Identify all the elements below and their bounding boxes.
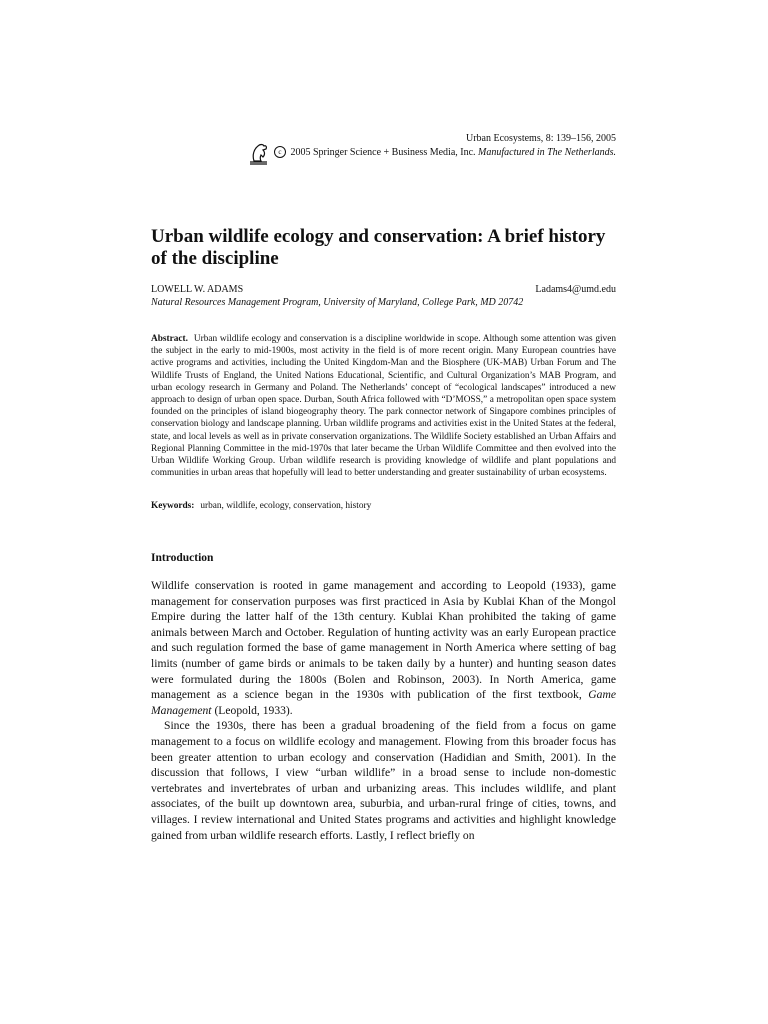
author-affiliation: Natural Resources Management Program, University of Maryland, College Park, MD 20742 xyxy=(151,296,524,308)
paragraph-1-text: Wildlife conservation is rooted in game management and according to Leopold (1933), game management for conservation purposes was first practiced in Asia by Kublai Khan of the Mongol Empire during the latter half of the 13th century. Kublai Khan prohibited the taking of game animals between March and October. Regulation of hunting activity was an early European practice and such regulation formed the base of game management in North America where setting of bag limits (number of game birds or animals to be taken daily by a hunter) and hunting season dates were formulated during the 1800s (Bolen and Robinson, 2003). In North America, game management as a science began in the 1930s with publication of the first textbook, xyxy=(151,579,616,702)
manufactured-text: Manufactured in The Netherlands. xyxy=(478,146,616,158)
copyright-icon: c xyxy=(274,146,286,158)
book-title: Game Management xyxy=(151,688,616,717)
author-block xyxy=(151,284,616,309)
journal-header xyxy=(196,132,616,159)
publisher-logo-icon xyxy=(248,141,270,165)
author-name: LOWELL W. ADAMS xyxy=(151,284,244,295)
article-title: Urban wildlife ecology and conservation: A brief history of the discipline xyxy=(151,226,606,269)
introduction-body xyxy=(151,578,616,843)
paragraph-1-end: (Leopold, 1933). xyxy=(214,703,293,717)
journal-citation: Urban Ecosystems, 8: 139–156, 2005 xyxy=(466,133,616,144)
abstract-label: Abstract. xyxy=(151,334,188,344)
paragraph xyxy=(151,578,616,718)
abstract xyxy=(151,333,616,479)
keywords-text: urban, wildlife, ecology, conservation, history xyxy=(200,501,372,511)
author-email[interactable]: Ladams4@umd.edu xyxy=(535,284,616,295)
abstract-text: Urban wildlife ecology and conservation is a discipline worldwide in scope. Although some attention was given the subject in the early to mid-1900s, most activity in the field is of more recent origin. Many European countries have active programs and activities, including the United Kingdom-Man and the Biosphere (UK-MAB) Urban Forum and The Wildlife Trusts of England, the United Nations Educational, Scientific, and Cultural Organization’s MAB Program, and urban ecology research in Germany and Poland. The Netherlands’ concept of “ecological landscapes” introduced a new approach to design of urban open space. Durban, South Africa followed with “D’MOSS,” a metropolitan open space system founded on the principles of island biogeography theory. The park connector network of Singapore combines principles of conservation biology and landscape planning. Urban wildlife programs and activities exist in the United States at the federal, state, and local levels as well as in private conservation organizations. The Wildlife Society established an Urban Affairs and Regional Planning Committee in the mid-1970s that later became the Urban Wildlife Committee and then evolved into the Urban Wildlife Working Group. Urban wildlife research is providing knowledge of wildlife and plant populations and communities in urban areas that hopefully will lead to better understanding and greater sustainability of urban ecosystems. xyxy=(151,334,616,479)
section-heading-introduction: Introduction xyxy=(151,552,214,564)
copyright-text: 2005 Springer Science + Business Media, Inc. xyxy=(290,146,476,158)
keywords-label: Keywords: xyxy=(151,501,195,511)
paragraph: Since the 1930s, there has been a gradual broadening of the field from a focus on game management to a focus on wildlife ecology and management. Flowing from this broader focus has been greater attention to urban ecology and conservation (Hadidian and Smith, 2001). In the discussion that follows, I view “urban wildlife” in a broad sense to include non-domestic vertebrates and invertebrates of urban and urbanizing areas. This includes wildlife, and plant associates, of the built up downtown area, suburbia, and urban-rural fringe of cities, towns, and villages. I review international and United States programs and activities and highlight knowledge gained from urban wildlife research efforts. Lastly, I reflect briefly on xyxy=(151,719,616,842)
keywords xyxy=(151,500,616,512)
